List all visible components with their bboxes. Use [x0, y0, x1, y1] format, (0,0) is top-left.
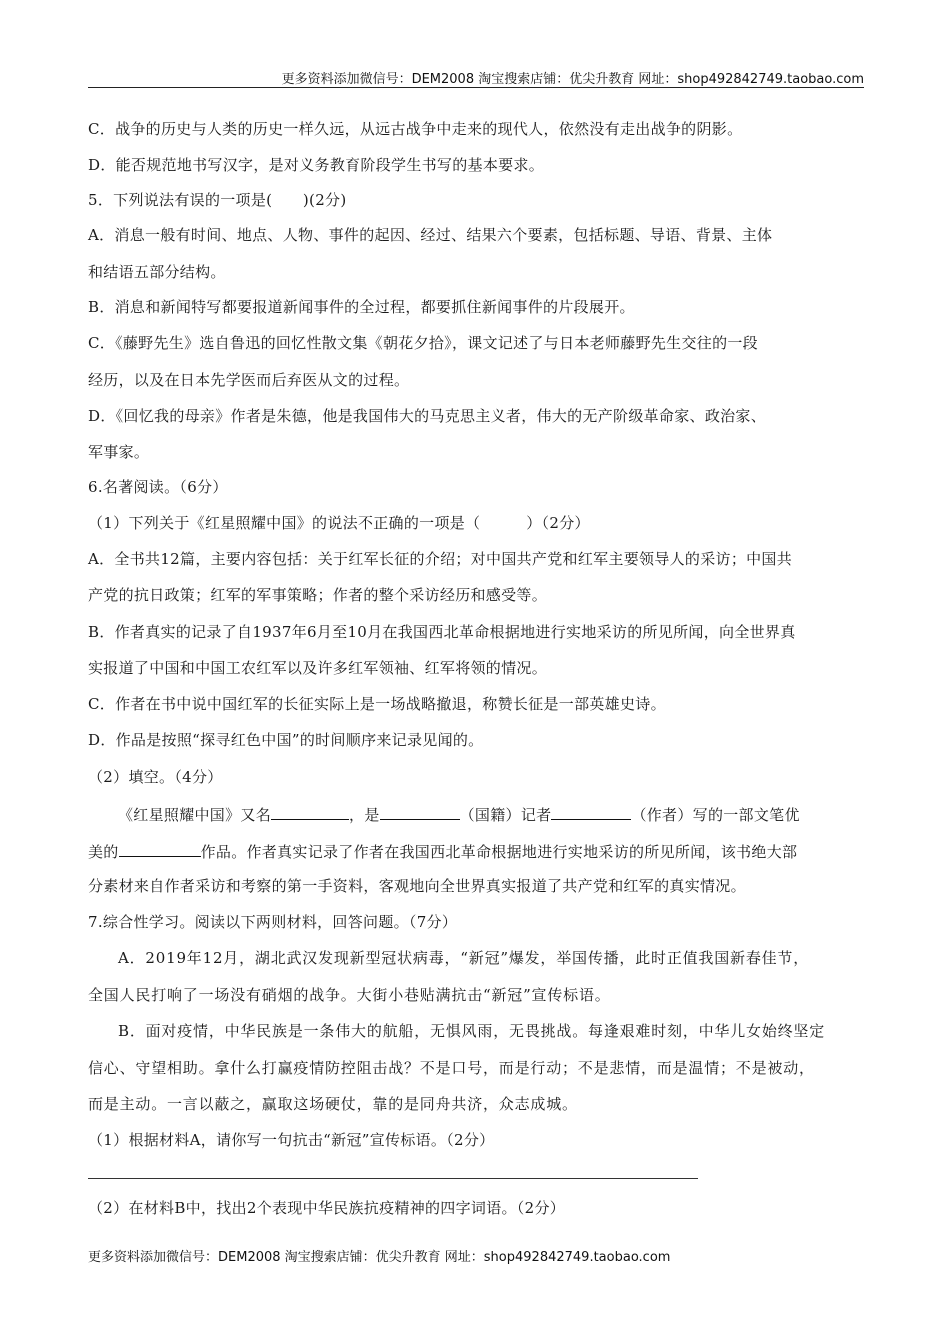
- page-footer: 更多资料添加微信号：DEM2008 淘宝搜索店铺：优尖升教育 网址：shop492842749.taobao.com: [88, 1250, 671, 1265]
- q5-option-c-line2: 经历，以及在日本先学医而后弃医从文的过程。: [88, 371, 410, 389]
- fill-text-5: 美的: [88, 843, 119, 861]
- q7-material-a-line1: A．2019年12月，湖北武汉发现新型冠状病毒，“新冠”爆发，举国传播，此时正值我国新春佳节，: [118, 949, 810, 967]
- fill-text-6: 作品。作者真实记录了作者在我国西北革命根据地进行实地采访的所见所闻，该书绝大部: [200, 843, 798, 861]
- q6-stem: 6.名著阅读。（6分）: [88, 478, 228, 496]
- blank-genre[interactable]: [119, 840, 201, 857]
- q7-material-b-line2: 信心、守望相助。拿什么打赢疫情防控阻击战？不是口号，而是行动；不是悲情，而是温情；不是被动，: [88, 1059, 815, 1077]
- q5-option-d-line2: 军事家。: [88, 443, 150, 461]
- q4-option-c: C．战争的历史与人类的历史一样久远，从远古战争中走来的现代人，依然没有走出战争的阴影。: [88, 120, 743, 138]
- q7-stem: 7.综合性学习。阅读以下两则材料，回答问题。（7分）: [88, 913, 458, 931]
- q6-option-a-line2: 产党的抗日政策；红军的军事策略；作者的整个采访经历和感受等。: [88, 586, 548, 604]
- q6-sub1-stem: （1）下列关于《红星照耀中国》的说法不正确的一项是（ ）（2分）: [88, 514, 590, 532]
- q6-option-d: D．作品是按照“探寻红色中国”的时间顺序来记录见闻的。: [88, 731, 484, 749]
- q6-option-c: C．作者在书中说中国红军的长征实际上是一场战略撤退，称赞长征是一部英雄史诗。: [88, 695, 666, 713]
- q5-stem: 5．下列说法有误的一项是( )(2分): [88, 191, 347, 209]
- q6-option-b-line1: B．作者真实的记录了自1937年6月至10月在我国西北革命根据地进行实地采访的所见所闻，向全世界真: [88, 623, 796, 641]
- q6-fill-line3: 分素材来自作者采访和考察的第一手资料，客观地向全世界真实报道了共产党和红军的真实情况。: [88, 877, 746, 895]
- q7-material-b-line3: 而是主动。一言以蔽之，赢取这场硬仗，靠的是同舟共济，众志成城。: [88, 1095, 578, 1113]
- blank-nationality[interactable]: [380, 803, 460, 820]
- q6-fill-line2: [88, 840, 864, 862]
- q4-option-d: D．能否规范地书写汉字，是对义务教育阶段学生书写的基本要求。: [88, 156, 545, 174]
- fill-text-3: （国籍）记者: [459, 806, 552, 824]
- q6-option-a-line1: A．全书共12篇，主要内容包括：关于红军长征的介绍；对中国共产党和红军主要领导人的采访；中国共: [88, 550, 793, 568]
- q6-fill-line1: [118, 803, 864, 825]
- fill-text-1: 《红星照耀中国》又名: [118, 806, 272, 824]
- fill-text-2: ，是: [349, 806, 380, 824]
- q7-material-b-line1: B．面对疫情，中华民族是一条伟大的航船，无惧风雨，无畏挑战。每逢艰难时刻，中华儿女始终坚定: [118, 1022, 826, 1040]
- answer-line[interactable]: [88, 1178, 698, 1179]
- q6-option-b-line2: 实报道了中国和中国工农红军以及许多红军领袖、红军将领的情况。: [88, 659, 548, 677]
- q5-option-d-line1: D．《回忆我的母亲》作者是朱德，他是我国伟大的马克思主义者，伟大的无产阶级革命家、政治家、: [88, 407, 767, 425]
- q6-sub2-stem: （2）填空。（4分）: [88, 768, 223, 786]
- q7-sub2: （2）在材料B中，找出2个表现中华民族抗疫精神的四字词语。（2分）: [88, 1199, 566, 1217]
- blank-alt-title[interactable]: [271, 803, 349, 820]
- q5-option-c-line1: C．《藤野先生》选自鲁迅的回忆性散文集《朝花夕拾》，课文记述了与日本老师藤野先生交往的一段: [88, 334, 758, 352]
- page-header: 更多资料添加微信号：DEM2008 淘宝搜索店铺：优尖升教育 网址：shop492842749.taobao.com: [281, 72, 864, 87]
- fill-text-4: （作者）写的一部文笔优: [631, 806, 800, 824]
- q5-option-a-line1: A．消息一般有时间、地点、人物、事件的起因、经过、结果六个要素，包括标题、导语、背景、主体: [88, 226, 773, 244]
- header-rule: [88, 87, 864, 88]
- q7-sub1: （1）根据材料A，请你写一句抗击“新冠”宣传标语。（2分）: [88, 1131, 495, 1149]
- q7-material-a-line2: 全国人民打响了一场没有硝烟的战争。大街小巷贴满抗击“新冠”宣传标语。: [88, 986, 611, 1004]
- q5-option-b: B．消息和新闻特写都要报道新闻事件的全过程，都要抓住新闻事件的片段展开。: [88, 298, 635, 316]
- blank-author[interactable]: [551, 803, 631, 820]
- q5-option-a-line2: 和结语五部分结构。: [88, 263, 226, 281]
